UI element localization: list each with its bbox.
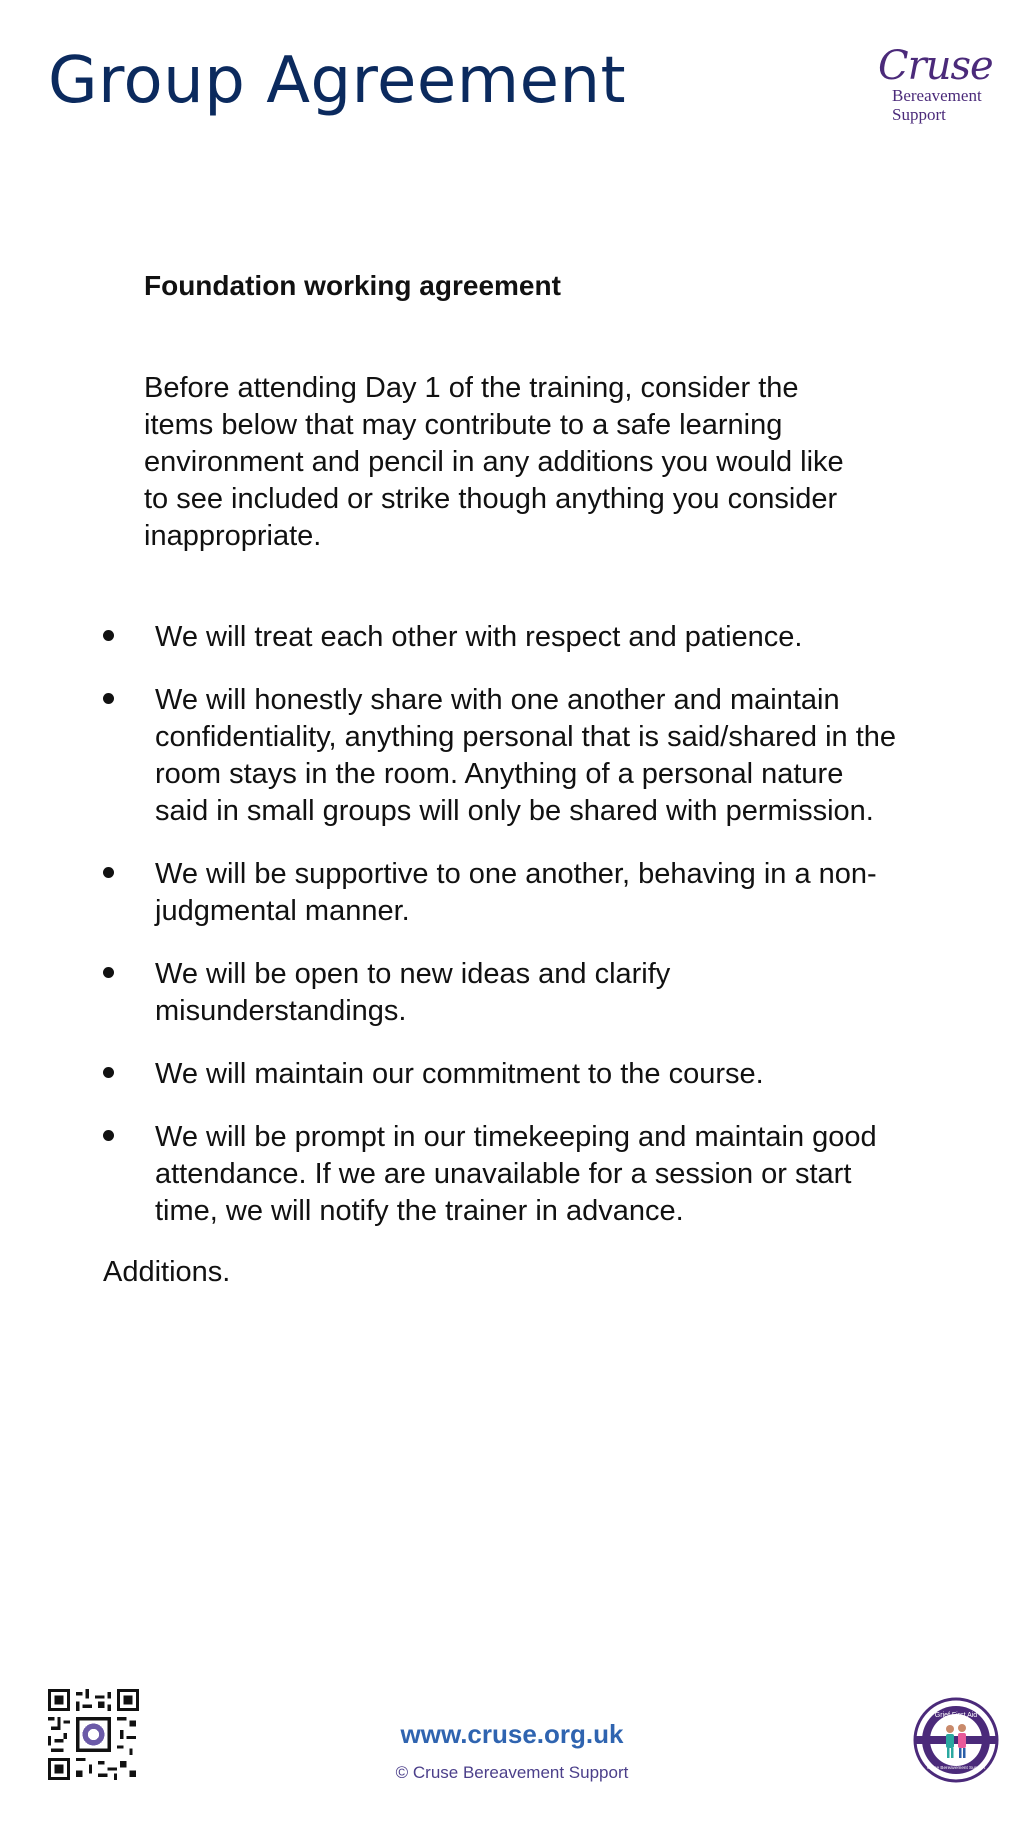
bullet-icon [103, 630, 114, 641]
bullet-icon [103, 967, 114, 978]
bullet-icon [103, 1130, 114, 1141]
list-item [103, 682, 903, 830]
page-title: Group Agreement [48, 44, 627, 118]
list-item [103, 1056, 903, 1093]
logo-script-text: Cruse [878, 43, 993, 89]
agreement-content [103, 270, 903, 1291]
website-link[interactable]: www.cruse.org.uk [400, 1719, 624, 1749]
logo-line-2: Support [892, 105, 946, 124]
list-item [103, 619, 903, 656]
rule-text: We will be prompt in our timekeeping and maintain good attendance. If we are unavailable for a session or start time, we will notify the trainer in advance. [155, 1121, 877, 1227]
rule-text: We will treat each other with respect and patience. [155, 621, 803, 653]
cruse-logo [878, 43, 998, 130]
intro-paragraph: Before attending Day 1 of the training, consider the items below that may contribute to a safe learning environment and pencil in any additions you would like to see included or strike though anything you consider inappropriate. [144, 372, 844, 552]
bullet-icon [103, 693, 114, 704]
copyright-text: © Cruse Bereavement Support [395, 1763, 629, 1782]
list-item [103, 1119, 903, 1230]
grief-first-aid-badge-icon [913, 1697, 999, 1783]
rule-text: We will be open to new ideas and clarify misunderstandings. [155, 958, 671, 1027]
badge-bottom-text: Cruse Bereavement Support [926, 1765, 986, 1770]
rule-text: We will be supportive to one another, behaving in a non-judgmental manner. [155, 858, 877, 927]
list-item [103, 856, 903, 930]
additions-label: Additions. [103, 1256, 231, 1288]
bullet-icon [103, 867, 114, 878]
section-subheading: Foundation working agreement [144, 270, 561, 301]
bullet-icon [103, 1067, 114, 1078]
badge-top-text: Grief First Aid [934, 1712, 978, 1719]
list-item [103, 956, 903, 1030]
logo-line-1: Bereavement [892, 86, 982, 105]
rule-text: We will honestly share with one another and maintain confidentiality, anything personal that is said/shared in the room stays in the room. Anything of a personal nature said in small groups will only be shared with permission. [155, 684, 897, 827]
rules-list [103, 619, 903, 1230]
rule-text: We will maintain our commitment to the course. [155, 1058, 764, 1090]
